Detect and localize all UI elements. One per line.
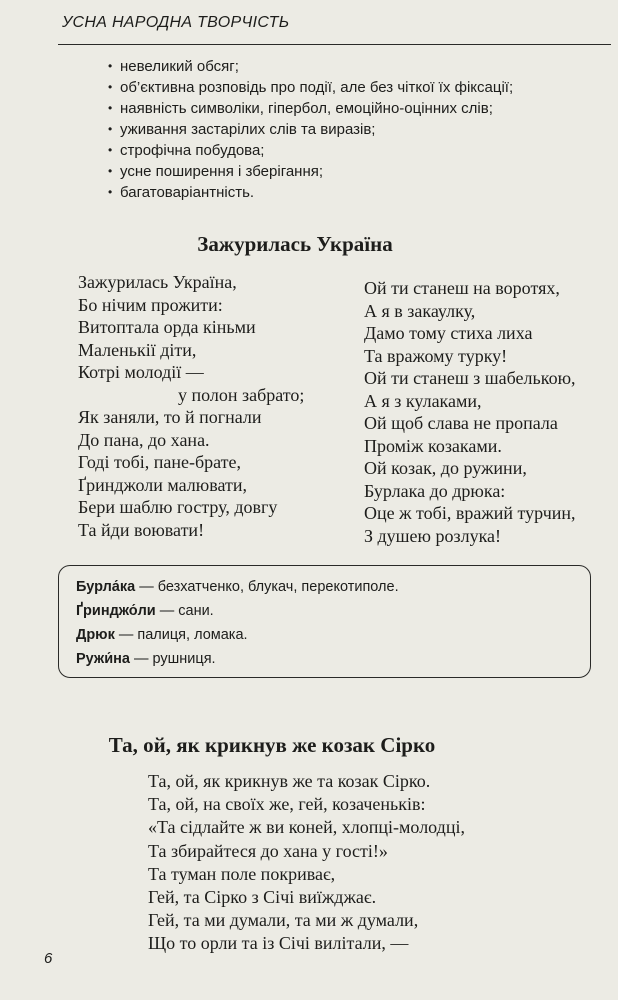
glossary-entry xyxy=(76,647,590,671)
poem-line: Ой козак, до ружини, xyxy=(364,458,527,478)
poem-line: Зажурилась Україна, xyxy=(78,272,237,292)
list-item: • багатоваріантність. xyxy=(108,184,255,201)
list-item: • строфічна побудова; xyxy=(108,142,265,159)
list-item: • уживання застарілих слів та виразів; xyxy=(108,121,376,138)
glossary-term: Ґринджо́ли xyxy=(76,603,156,619)
running-header: УСНА НАРОДНА ТВОРЧІСТЬ xyxy=(62,14,290,31)
poem-line: А я з кулаками, xyxy=(364,390,482,411)
poem-line: Гей, та Сірко з Січі виїжджає. xyxy=(148,886,377,907)
poem-line: Бери шаблю гостру, довгу xyxy=(78,497,278,517)
poem-line: «Та сідлайте ж ви коней, хлопці-молодці, xyxy=(148,817,465,838)
poem-line: Та, ой, на своїх же, гей, козаченьків: xyxy=(148,794,426,815)
glossary-definition: — безхатченко, блукач, перекотиполе. xyxy=(135,579,399,595)
poem-line: Дамо тому стиха лиха xyxy=(364,323,533,343)
list-item: • наявність символіки, гіпербол, емоційно-оцінних слів; xyxy=(108,100,493,117)
poem-line: Бурлака до дрюка: xyxy=(364,480,506,501)
bullet-icon: • xyxy=(108,59,113,73)
poem-line: Годі тобі, пане-брате, xyxy=(78,452,242,472)
poem-line: Котрі молодії — xyxy=(78,362,204,382)
poem-line: Та туман поле покриває, xyxy=(148,863,336,884)
list-item: • об’єктивна розповідь про події, але без чіткої їх фіксації; xyxy=(108,79,514,96)
poem-line: Бо нічим прожити: xyxy=(78,294,223,315)
poem-line: Що то орли та із Січі вилітали, — xyxy=(148,933,409,954)
poem-line: А я в закаулку, xyxy=(364,300,476,321)
poem-line: Ой щоб слава не пропала xyxy=(364,413,558,433)
glossary-term: Дрюк xyxy=(76,627,115,643)
poem-line: Оце ж тобі, вражий турчин, xyxy=(364,503,576,523)
bullet-icon: • xyxy=(108,185,113,199)
poem-line: Та збирайтеся до хана у гості!» xyxy=(148,840,388,861)
bullet-icon: • xyxy=(108,143,113,157)
poem-line: Та йди воювати! xyxy=(78,519,205,540)
glossary-definition: — сани. xyxy=(155,603,214,619)
glossary-entry xyxy=(76,575,590,599)
poem-line: Маленькії діти, xyxy=(78,339,197,360)
glossary-entry xyxy=(76,599,590,623)
page-number: 6 xyxy=(44,950,53,967)
glossary-definition: — рушниця. xyxy=(129,651,216,667)
poem-body xyxy=(148,770,465,956)
list-item: • невеликий обсяг; xyxy=(108,58,239,75)
bullet-icon: • xyxy=(108,80,113,94)
poem-column-right xyxy=(364,277,576,547)
glossary-term: Бурла́ка xyxy=(76,579,136,595)
poem-line: Гей, та ми думали, та ми ж думали, xyxy=(148,910,419,931)
poem-line: До пана, до хана. xyxy=(78,429,210,450)
poem-line: Ой ти станеш на воротях, xyxy=(364,278,560,298)
poem-line: Та, ой, як крикнув же та козак Сірко. xyxy=(148,771,431,791)
poem-line: Та вражому турку! xyxy=(364,345,508,366)
bullet-icon: • xyxy=(108,164,113,178)
list-item: • усне поширення і зберігання; xyxy=(108,163,324,180)
glossary-term: Ружи́на xyxy=(76,651,130,667)
poem-title: Зажурилась Україна xyxy=(197,232,393,256)
header-rule xyxy=(58,44,611,45)
bullet-icon: • xyxy=(108,101,113,115)
features-list xyxy=(108,56,514,203)
poem-line: З душею розлука! xyxy=(364,525,502,546)
poem-line: Проміж козаками. xyxy=(364,435,502,456)
poem-title: Та, ой, як крикнув же козак Сірко xyxy=(108,733,436,757)
bullet-icon: • xyxy=(108,122,113,136)
glossary-definition: — палиця, ломака. xyxy=(114,627,248,643)
poem-line: Ой ти станеш з шабелькою, xyxy=(364,368,576,388)
poem-line: Ґринджоли малювати, xyxy=(78,474,248,495)
glossary-entry xyxy=(76,623,590,647)
poem-line: Витоптала орда кіньми xyxy=(78,317,256,337)
poem-line: у полон забрато; xyxy=(178,384,305,405)
poem-line: Як заняли, то й погнали xyxy=(78,407,262,427)
glossary-box xyxy=(58,565,591,678)
poem-column-left xyxy=(78,271,304,541)
